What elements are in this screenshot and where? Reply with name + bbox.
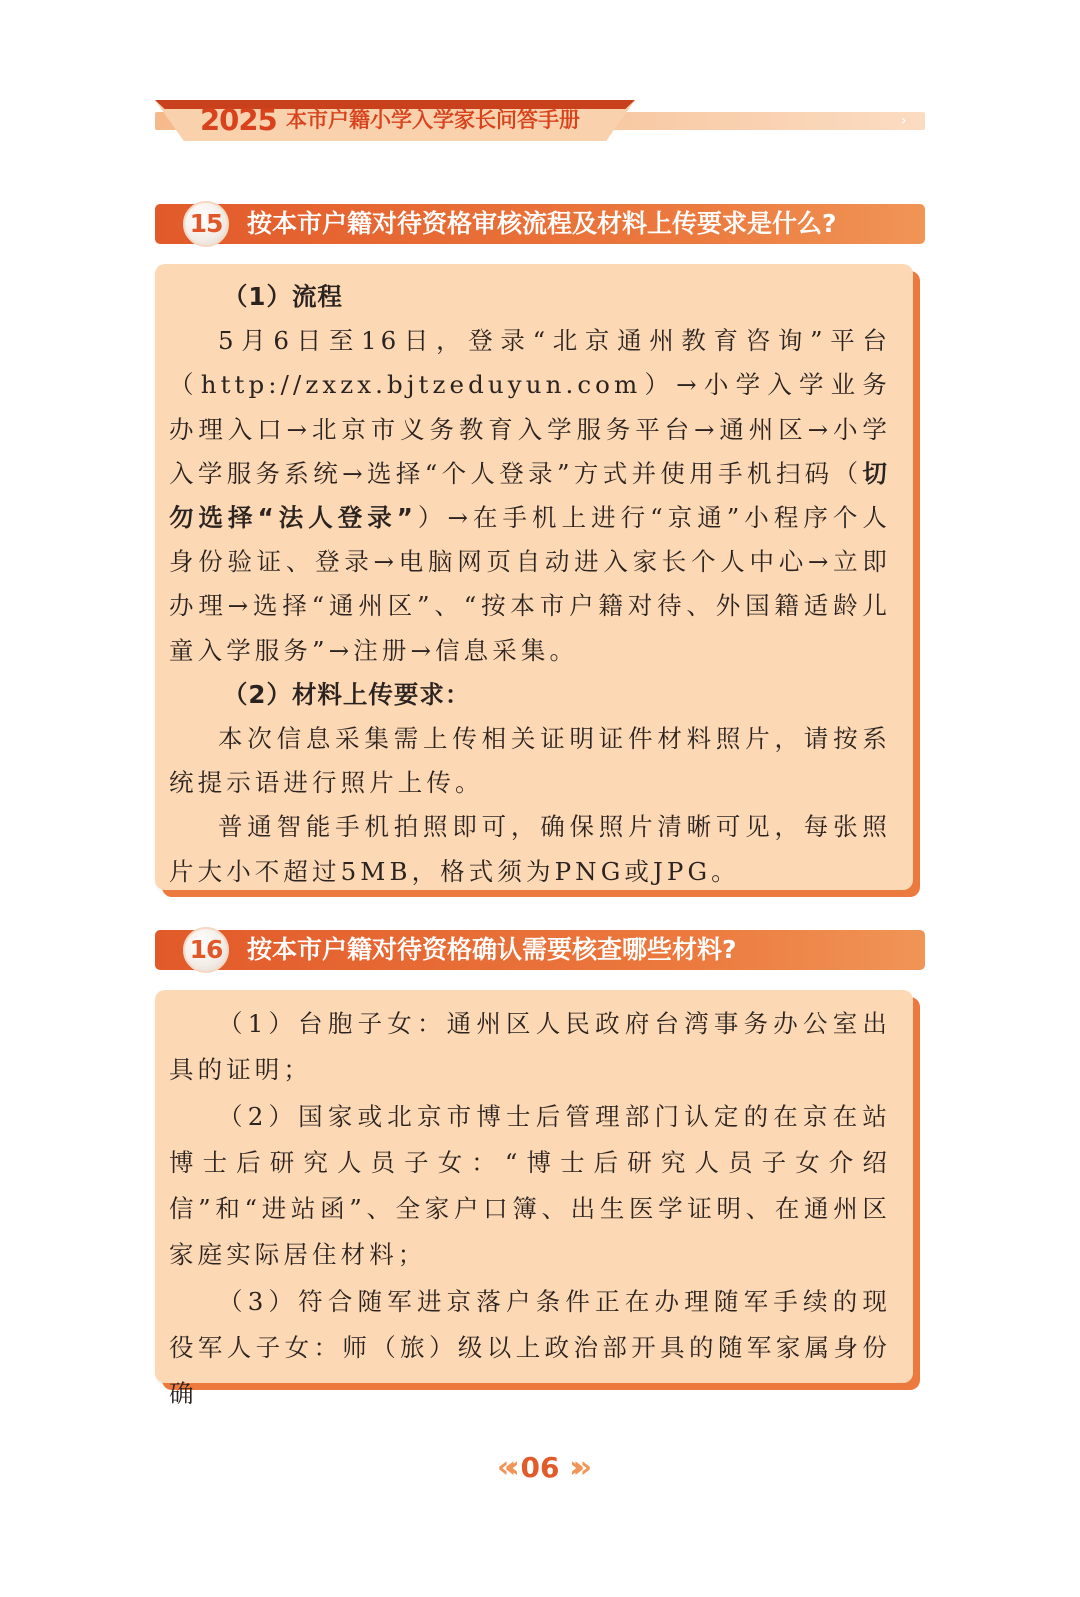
answer-15-process-paragraph [169, 319, 891, 673]
question-16-title: 按本市户籍对待资格确认需要核查哪些材料? [247, 935, 737, 964]
process-text-bold: 切勿选择“法人登录” [169, 458, 891, 533]
header-year: 2025 [200, 103, 277, 137]
question-15-title: 按本市户籍对待资格审核流程及材料上传要求是什么? [247, 209, 837, 238]
question-16-bar [155, 930, 925, 970]
header-title: 本市户籍小学入学家长问答手册 [286, 108, 580, 132]
double-chevron-right-icon: ›» [569, 1450, 583, 1485]
page-number-text: 06 [520, 1451, 560, 1484]
chevron-right-icon: › [901, 113, 907, 129]
process-text-b: ）→在手机上进行“京通”小程序个人身份验证、登录→电脑网页自动进入家长个人中心→立即办理→选择“通州区”、“按本市户籍对待、外国籍适龄儿童入学服务”→注册→信息采集。 [169, 503, 891, 665]
answer-16-item: （1）台胞子女：通州区人民政府台湾事务办公室出具的证明； [169, 1009, 891, 1085]
double-chevron-left-icon: «‹ [497, 1450, 511, 1485]
answer-16-item: （2）国家或北京市博士后管理部门认定的在京在站博士后研究人员子女：“博士后研究人员子女介绍信”和“进站函”、全家户口簿、出生医学证明、在通州区家庭实际居住材料； [169, 1101, 891, 1270]
answer-15-subheading-process: （1）流程 [222, 282, 343, 311]
answer-15-box [155, 264, 913, 890]
page-number [480, 1448, 600, 1488]
answer-16-item: （3）符合随军进京落户条件正在办理随军手续的现役军人子女：师（旅）级以上政治部开具的随军家属身份确 [169, 1286, 891, 1409]
answer-15-materials-paragraph: 本次信息采集需上传相关证明证件材料照片，请按系统提示语进行照片上传。 [169, 724, 891, 798]
question-number-badge: 16 [183, 927, 229, 973]
answer-16-box [155, 990, 913, 1409]
process-text-a: 5月6日至16日，登录“北京通州教育咨询”平台（http://zxzx.bjtzeduyun.com）→小学入学业务办理入口→北京市义务教育入学服务平台→通州区→小学入学服务系统→选择“个人登录”方式并使用手机扫码（ [169, 326, 891, 488]
question-number-badge: 15 [183, 201, 229, 247]
question-15-bar [155, 204, 925, 244]
answer-15-photo-paragraph: 普通智能手机拍照即可，确保照片清晰可见，每张照片大小不超过5MB，格式须为PNG或JPG。 [169, 812, 891, 886]
answer-15-subheading-materials: （2）材料上传要求： [222, 679, 471, 709]
